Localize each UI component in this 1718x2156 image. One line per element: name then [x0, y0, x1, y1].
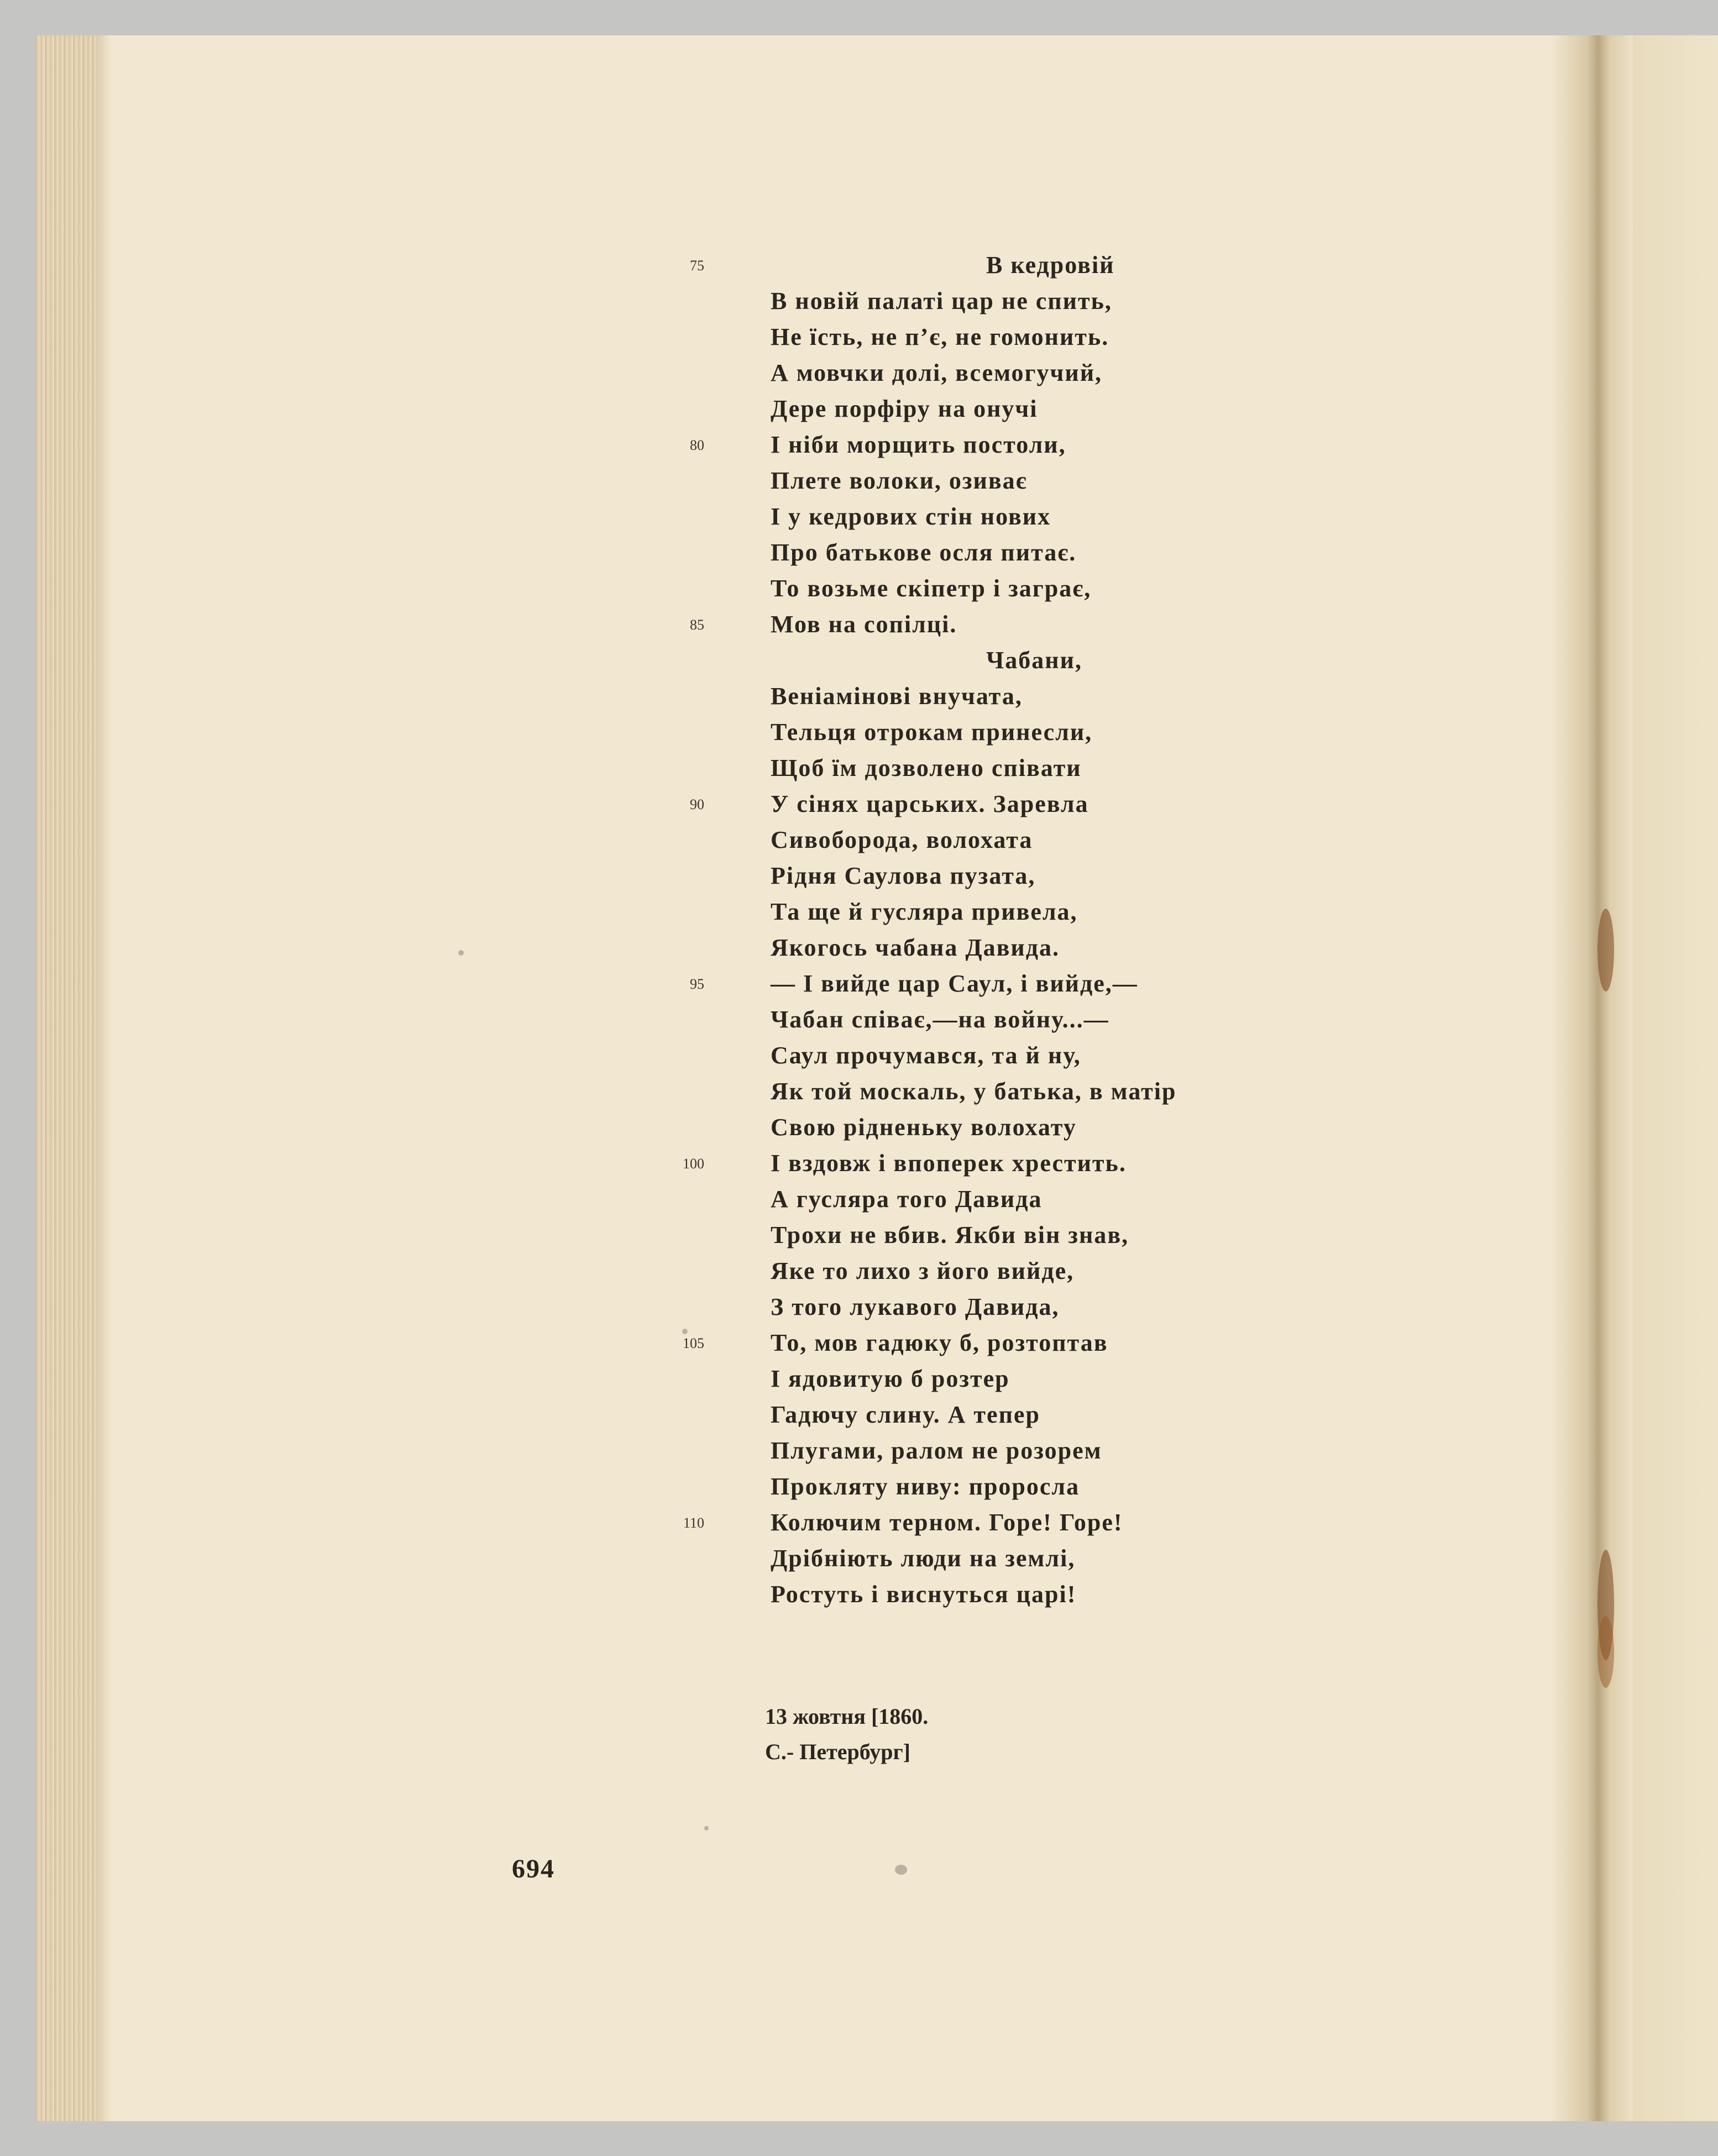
place-line: С.- Петербург]: [765, 1739, 910, 1764]
poem-line: Чабан співає,—на войну...—: [771, 1006, 1109, 1033]
stain-mark: [1597, 1616, 1614, 1688]
poem-line: А гусляра того Давида: [771, 1185, 1043, 1213]
line-number: 80: [690, 437, 704, 453]
page-number: 694: [512, 1854, 555, 1884]
line-number: 75: [690, 258, 704, 274]
poem-line: Саул прочумався, та й ну,: [771, 1042, 1081, 1069]
poem-line: Плугами, ралом не розорем: [771, 1437, 1102, 1464]
poem-line: Не їсть, не п’є, не гомонить.: [771, 323, 1109, 350]
poem-line: Гадючу слину. А тепер: [771, 1401, 1040, 1428]
poem: [35, 35, 1550, 2121]
poem-line: Мов на сопілці.: [771, 611, 957, 638]
poem-line: Як той москаль, у батька, в матір: [771, 1078, 1177, 1105]
poem-line: Сивоборода, волохата: [771, 826, 1033, 853]
poem-line: Трохи не вбив. Якби він знав,: [771, 1221, 1129, 1249]
poem-line: Якогось чабана Давида.: [771, 934, 1060, 961]
stain-mark: [1597, 909, 1614, 992]
poem-line: Колючим терном. Горе! Горе!: [771, 1509, 1123, 1536]
poem-line: Прокляту ниву: проросла: [771, 1473, 1080, 1500]
poem-line: Ростуть і виснуться царі!: [771, 1581, 1077, 1608]
poem-line: Веніамінові внучата,: [771, 683, 1023, 710]
poem-line: Дере порфіру на онучі: [771, 395, 1038, 422]
poem-line: Та ще й гусляра привела,: [771, 898, 1078, 925]
poem-line: Щоб їм дозволено співати: [771, 754, 1082, 781]
poem-line: То возьме скіпетр і заграє,: [771, 575, 1092, 602]
poem-line: І вздовж і впоперек хрестить.: [771, 1150, 1127, 1177]
line-number: 90: [690, 796, 704, 812]
poem-line: Дрібніють люди на землі,: [771, 1545, 1076, 1572]
poem-line: І ніби морщить постоли,: [771, 431, 1066, 458]
poem-line: У сінях царських. Заревла: [771, 790, 1089, 817]
poem-line: І у кедрових стін нових: [771, 503, 1051, 530]
line-number: 100: [683, 1156, 704, 1172]
poem-line: Про батькове осля питає.: [771, 539, 1077, 566]
poem-line: Свою рідненьку волохату: [771, 1114, 1077, 1141]
book-gutter: [1550, 35, 1633, 2121]
poem-line: Плете волоки, озиває: [771, 467, 1028, 494]
poem-line: — І вийде цар Саул, і вийде,—: [771, 970, 1138, 997]
poem-line: А мовчки долі, всемогучий,: [771, 359, 1103, 386]
line-number: 105: [683, 1335, 704, 1351]
poem-line: Чабани,: [986, 647, 1082, 674]
facing-page: [1633, 35, 1718, 2121]
scanned-page: [35, 35, 1718, 2121]
poem-line: І ядовитую б розтер: [771, 1365, 1010, 1392]
poem-line: Тельця отрокам принесли,: [771, 718, 1093, 746]
line-number: 110: [683, 1515, 704, 1531]
poem-line: З того лукавого Давида,: [771, 1293, 1060, 1320]
poem-line: То, мов гадюку б, розтоптав: [771, 1329, 1108, 1356]
poem-line: Яке то лихо з його вийде,: [771, 1257, 1075, 1284]
poem-line: В новій палаті цар не спить,: [771, 287, 1112, 314]
date-line: 13 жовтня [1860.: [765, 1704, 929, 1729]
line-number: 95: [690, 976, 704, 992]
poem-line: Рідня Саулова пузата,: [771, 862, 1036, 889]
line-number: 85: [690, 617, 704, 633]
poem-line: В кедровій: [986, 251, 1115, 279]
